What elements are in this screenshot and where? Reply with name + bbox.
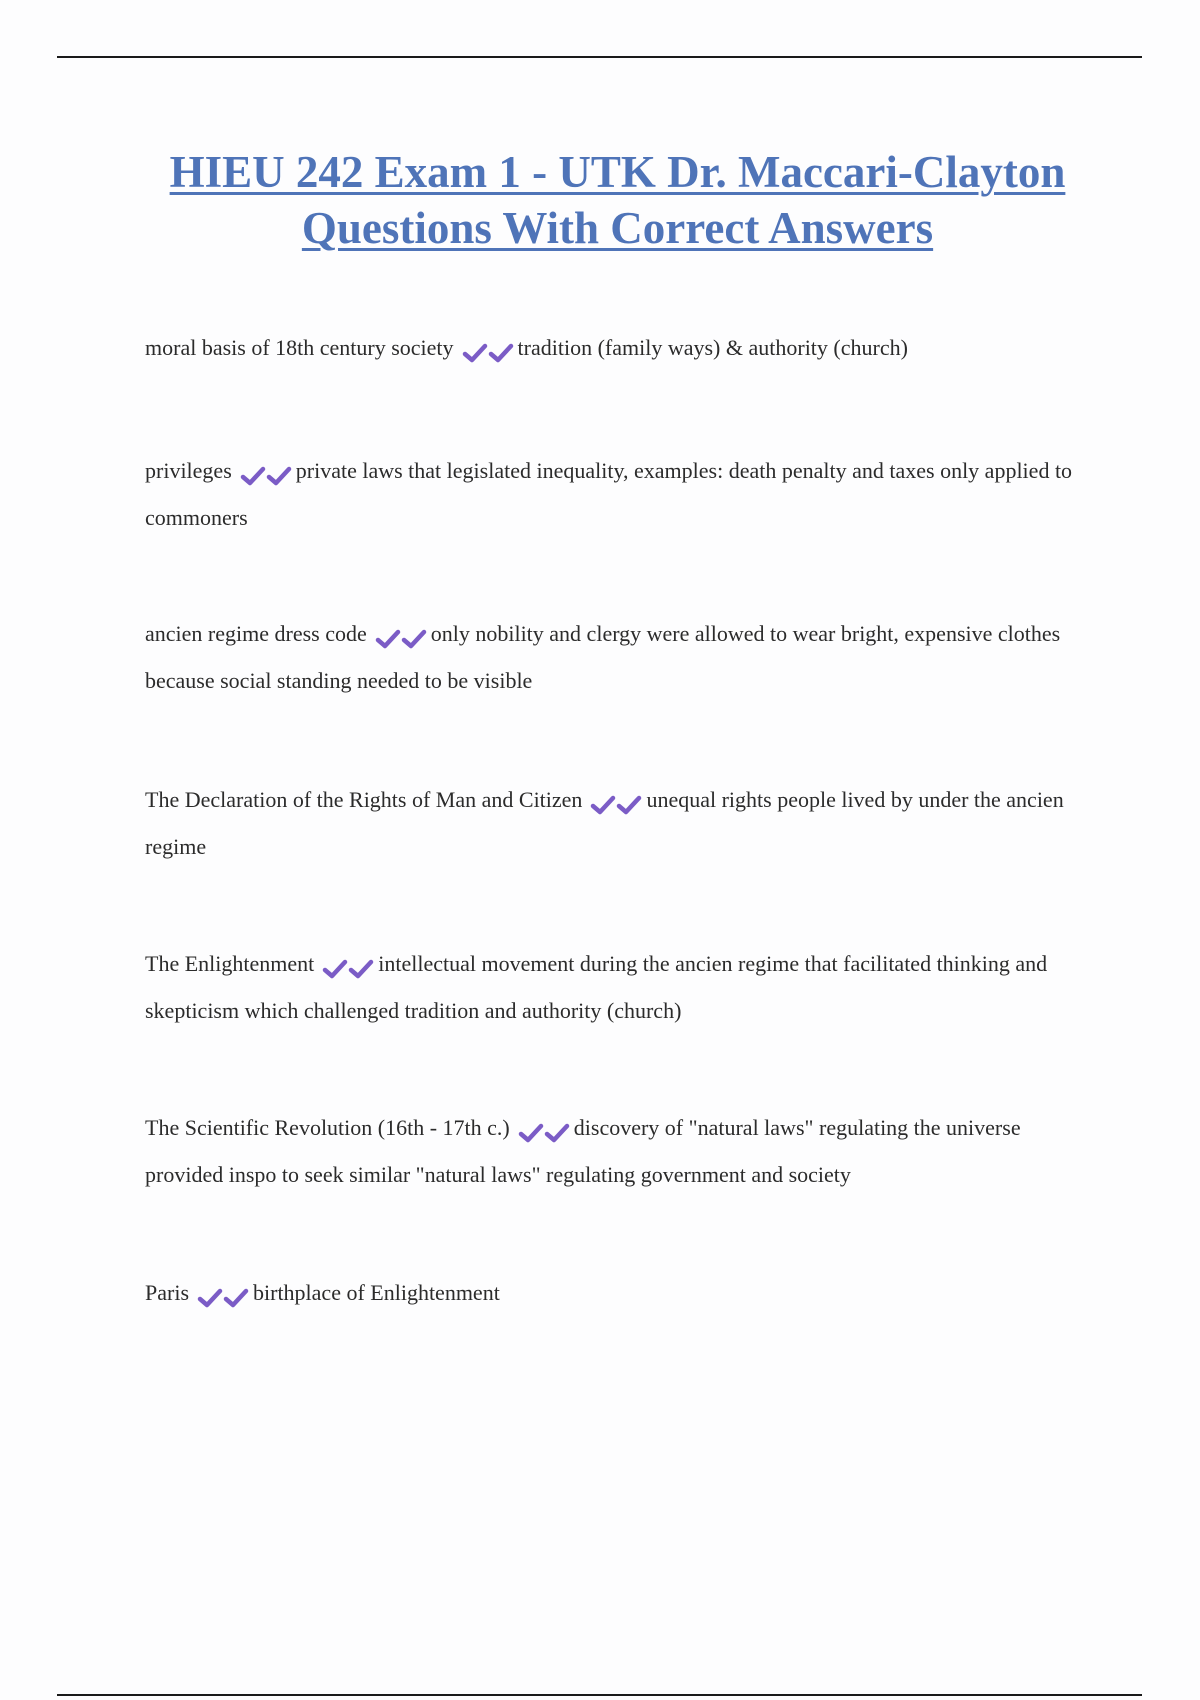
qa-term: Paris	[145, 1280, 189, 1305]
qa-definition: birthplace of Enlightenment	[253, 1280, 500, 1305]
qa-definition: intellectual movement during the ancien regime that facilitated thinking and skepticism which challenged tradition and authority (church)	[145, 951, 1048, 1023]
qa-term: ancien regime dress code	[145, 621, 367, 646]
footer-rule	[57, 1694, 1142, 1696]
check-icon	[348, 958, 374, 980]
qa-term: The Scientific Revolution (16th - 17th c.)	[145, 1115, 510, 1140]
qa-term: The Declaration of the Rights of Man and Citizen	[145, 787, 583, 812]
qa-term: moral basis of 18th century society	[145, 335, 454, 360]
double-check-icon	[518, 1109, 570, 1153]
qa-term: privileges	[145, 458, 232, 483]
check-icon	[590, 794, 616, 816]
check-icon	[488, 342, 514, 364]
qa-definition: private laws that legislated inequality, examples: death penalty and taxes only applied to commoners	[145, 458, 1073, 530]
double-check-icon	[375, 615, 427, 659]
check-icon	[266, 465, 292, 487]
double-check-icon	[462, 329, 514, 373]
qa-item-6	[145, 1106, 1100, 1197]
check-icon	[375, 628, 401, 650]
qa-item-2	[145, 449, 1100, 540]
double-check-icon	[590, 781, 642, 825]
header-rule	[57, 56, 1142, 58]
qa-term: The Enlightenment	[145, 951, 315, 976]
double-check-icon	[322, 945, 374, 989]
qa-item-7	[145, 1271, 1100, 1318]
document-title: HIEU 242 Exam 1 - UTK Dr. Maccari-Clayton Questions With Correct Answers	[169, 147, 1066, 253]
qa-definition: unequal rights people lived by under the ancien regime	[145, 787, 1064, 859]
qa-item-3	[145, 612, 1100, 703]
check-icon	[197, 1287, 223, 1309]
qa-definition: discovery of "natural laws" regulating the universe provided inspo to seek similar "natural laws" regulating government and society	[145, 1115, 1021, 1187]
check-icon	[401, 628, 427, 650]
qa-item-5	[145, 942, 1100, 1033]
check-icon	[518, 1122, 544, 1144]
check-icon	[223, 1287, 249, 1309]
qa-definition: tradition (family ways) & authority (church)	[517, 335, 908, 360]
check-icon	[616, 794, 642, 816]
qa-item-4	[145, 778, 1100, 869]
qa-definition: only nobility and clergy were allowed to wear bright, expensive clothes because social standing needed to be visible	[145, 621, 1061, 693]
check-icon	[240, 465, 266, 487]
check-icon	[544, 1122, 570, 1144]
check-icon	[462, 342, 488, 364]
double-check-icon	[197, 1274, 249, 1318]
check-icon	[322, 958, 348, 980]
qa-item-1	[145, 326, 1100, 373]
double-check-icon	[240, 452, 292, 496]
